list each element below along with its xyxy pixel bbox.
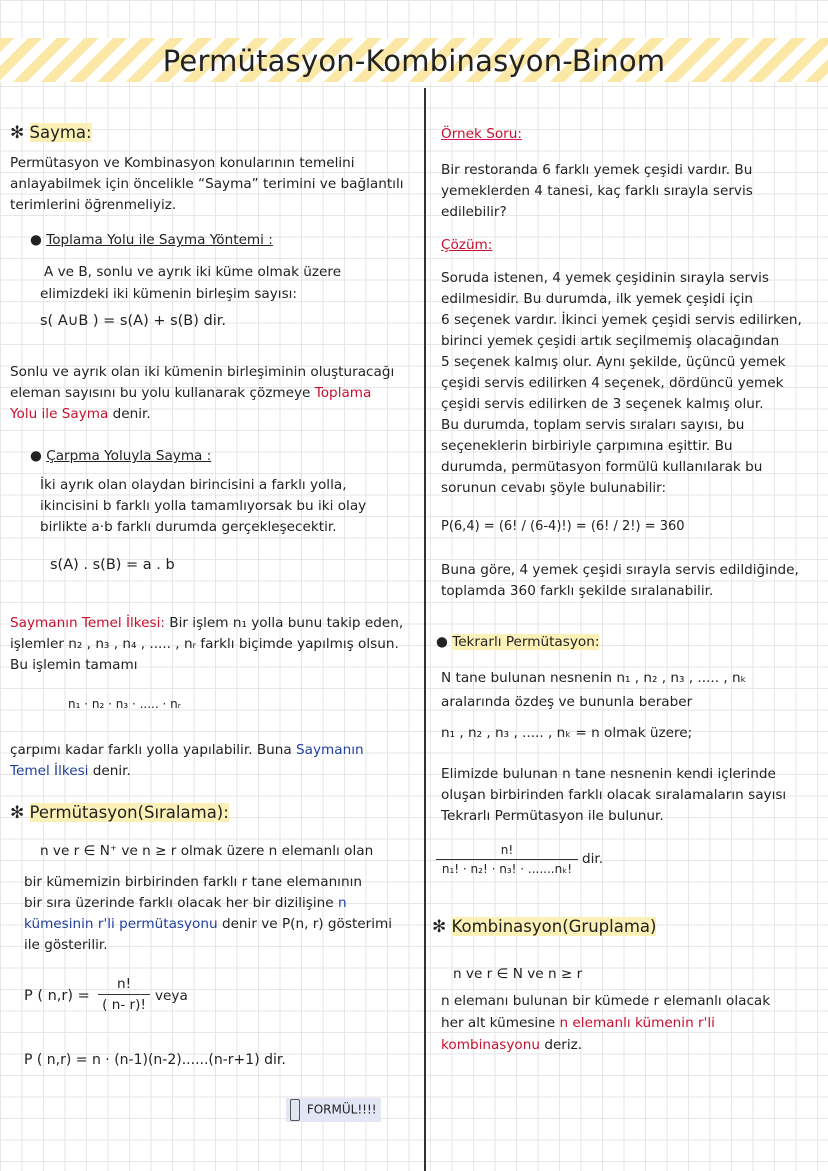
tekrarli-line-3: n₁ , n₂ , n₃ , ..... , nₖ = n olmak üzere;: [441, 725, 693, 741]
bullet-icon: ●: [30, 448, 42, 464]
bullet-icon: ●: [436, 634, 448, 650]
carpma-formula: s(A) . s(B) = a . b: [50, 557, 175, 573]
carpma-line-3: birlikte a·b farklı durumda gerçekleşecektir.: [40, 519, 337, 535]
pnr-formula-2: P ( n,r) = n · (n-1)(n-2)......(n-r+1) dir.: [24, 1052, 286, 1068]
toplama-heading: ● Toplama Yolu ile Sayma Yöntemi :: [30, 232, 273, 248]
cozum-heading: Çözüm:: [441, 237, 493, 253]
sayma-heading: ✻ Sayma:: [10, 123, 92, 143]
tekrarli-denominator: n₁! · n₂! · n₃! · .......nₖ!: [441, 862, 573, 876]
perm-line-4: ile gösterilir.: [24, 937, 108, 953]
cozum-line-6: çeşidi servis edilirken 4 seçenek, dördüncü yemek: [441, 375, 784, 391]
temel-formula: n₁ · n₂ · n₃ · ..... · nᵣ: [68, 697, 181, 711]
tekrarli-line-2: aralarında özdeş ve bununla beraber: [441, 694, 693, 710]
cozum-line-2: edilmesidir. Bu durumda, ilk yemek çeşidi için: [441, 291, 753, 307]
fraction-bar: [98, 994, 150, 995]
sonlu-line-3: Yolu ile Sayma denir.: [10, 406, 151, 422]
tekrarli-dir: dir.: [582, 851, 604, 867]
fraction-bar: [436, 859, 578, 860]
asterisk-icon: ✻: [10, 123, 25, 143]
temel-line-2: işlemler n₂ , n₃ , n₄ , ..... , nᵣ farklı biçimde yapılmış olsun.: [10, 636, 399, 652]
carpma-heading: ● Çarpma Yoluyla Sayma :: [30, 448, 212, 464]
pnr-numerator: n!: [116, 976, 132, 992]
tekrarli-line-6: Tekrarlı Permütasyon ile bulunur.: [441, 808, 664, 824]
cozum-line-1: Soruda istenen, 4 yemek çeşidinin sırayla servis: [441, 270, 770, 286]
carpma-line-2: ikincisini b farklı yolla tamamlıyorsak bu iki olay: [40, 498, 367, 514]
ornek-line-3: edilebilir?: [441, 204, 507, 220]
toplama-line-1: A ve B, sonlu ve ayrık iki küme olmak üzere: [44, 264, 342, 280]
komb-line-1: n elemanı bulunan bir kümede r elemanlı olacak: [441, 993, 771, 1009]
asterisk-icon: ✻: [432, 917, 447, 937]
sonlu-line-2: eleman sayısını bu yolu kullanarak çözmeye Toplama: [10, 385, 372, 401]
carpma-line-1: İki ayrık olan olaydan birincisini a farklı yolla,: [40, 477, 347, 493]
carpimi-line-1: çarpımı kadar farklı yolla yapılabilir. Buna Saymanın: [10, 742, 364, 758]
tekrarli-line-5: oluşan birbirinden farklı olacak sıralamaların sayısı: [441, 787, 787, 803]
intro-line-1: Permütasyon ve Kombinasyon konularının temelini: [10, 155, 355, 171]
asterisk-icon: ✻: [10, 803, 25, 823]
column-divider: [424, 88, 426, 1171]
cozum-line-3: 6 seçenek vardır. İkinci yemek çeşidi servis edilirken,: [441, 312, 802, 328]
tekrarli-numerator: n!: [500, 843, 514, 857]
perm-line-1: bir kümemizin birbirinden farklı r tane elemanının: [24, 874, 362, 890]
komb-line-2: her alt kümesine n elemanlı kümenin r'li: [441, 1015, 715, 1031]
cozum-line-12: Buna göre, 4 yemek çeşidi sırayla servis edildiğinde,: [441, 562, 799, 578]
page-title: Permütasyon-Kombinasyon-Binom: [162, 44, 666, 78]
tekrarli-line-1: N tane bulunan nesnenin n₁ , n₂ , n₃ , ..... , nₖ: [441, 670, 747, 686]
komb-line-3: kombinasyonu deriz.: [441, 1037, 583, 1053]
cozum-line-4: birinci yemek çeşidi artık seçilmemiş olacağından: [441, 333, 780, 349]
temel-line-1: Saymanın Temel İlkesi: Bir işlem n₁ yolla bunu takip eden,: [10, 615, 404, 631]
toplama-formula: s( A∪B ) = s(A) + s(B) dir.: [40, 313, 226, 329]
perm-condition: n ve r ∈ N⁺ ve n ≥ r olmak üzere n elemanlı olan: [40, 843, 374, 859]
sonlu-line-1: Sonlu ve ayrık olan iki kümenin birleşiminin oluşturacağı: [10, 364, 395, 380]
cozum-line-11: sorunun cevabı şöyle bulunabilir:: [441, 480, 667, 496]
intro-line-2: anlayabilmek için öncelikle “Sayma” terimini ve bağlantılı: [10, 176, 404, 192]
cozum-line-7: çeşidi servis edilirken de 3 seçenek kalmış olur.: [441, 396, 764, 412]
pnr-left: P ( n,r) =: [24, 988, 90, 1004]
cozum-line-8: Bu durumda, toplam servis sıraları sayısı, bu: [441, 417, 745, 433]
ornek-line-1: Bir restoranda 6 farklı yemek çeşidi vardır. Bu: [441, 162, 753, 178]
tekrarli-line-4: Elimizde bulunan n tane nesnenin kendi içlerinde: [441, 766, 776, 782]
ornek-line-2: yemeklerden 4 tanesi, kaç farklı sırayla servis: [441, 183, 753, 199]
perm-line-2: bir sıra üzerinde farklı olacak her bir dizilişine n: [24, 895, 347, 911]
cozum-line-5: 5 seçenek kalmış olur. Aynı şekilde, üçüncü yemek: [441, 354, 786, 370]
pnr-denominator: ( n- r)!: [102, 997, 146, 1013]
exclamation-icon: [290, 1099, 300, 1121]
permutasyon-heading: ✻ Permütasyon(Sıralama):: [10, 803, 229, 823]
toplama-line-2: elimizdeki iki kümenin birleşim sayısı:: [40, 286, 298, 302]
cozum-line-9: seçeneklerin birbiriyle çarpımına eşittir. Bu: [441, 438, 733, 454]
tekrarli-heading: ● Tekrarlı Permütasyon:: [436, 634, 600, 650]
intro-line-3: terimlerini öğrenmeliyiz.: [10, 197, 177, 213]
pnr-fraction: [98, 976, 150, 1013]
cozum-line-13: toplamda 360 farklı şekilde sıralanabilir.: [441, 583, 714, 599]
bullet-icon: ●: [30, 232, 42, 248]
ornek-heading: Örnek Soru:: [441, 126, 522, 142]
perm-line-3: kümesinin r'li permütasyonu denir ve P(n, r) gösterimi: [24, 916, 393, 932]
cozum-line-10: durumda, permütasyon formülü kullanılarak bu: [441, 459, 763, 475]
formul-note: FORMÜL!!!!: [286, 1098, 381, 1122]
carpimi-line-2: Temel İlkesi denir.: [10, 763, 131, 779]
tekrarli-fraction: [436, 843, 578, 876]
temel-line-3: Bu işlemin tamamı: [10, 657, 138, 673]
cozum-formula: P(6,4) = (6! / (6-4)!) = (6! / 2!) = 360: [441, 519, 685, 534]
komb-condition: n ve r ∈ N ve n ≥ r: [453, 966, 583, 982]
kombinasyon-heading: ✻ Kombinasyon(Gruplama): [432, 917, 657, 937]
pnr-veya: veya: [155, 988, 188, 1004]
